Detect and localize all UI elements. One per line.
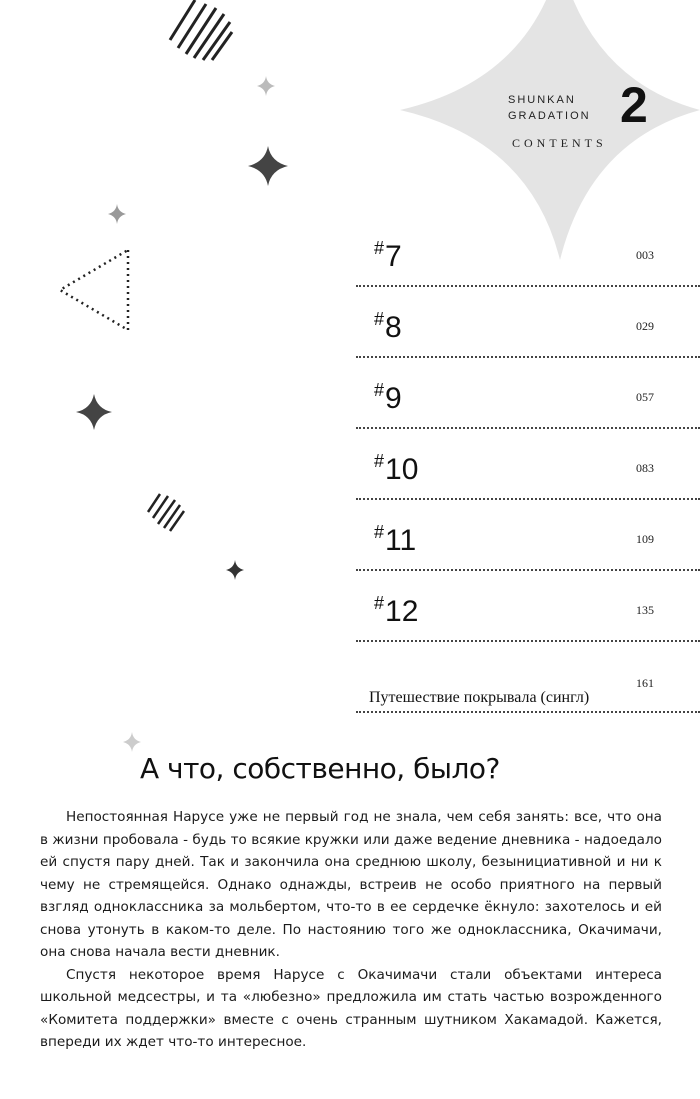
toc-chapter-title: #7 (374, 238, 402, 273)
toc-entry-9[interactable] (356, 358, 700, 429)
volume-number: 2 (620, 77, 648, 133)
toc-entry-8[interactable] (356, 287, 700, 358)
summary-heading: А что, собственно, было? (140, 752, 500, 785)
toc-chapter-title: Путешествие покрывала (сингл) (369, 689, 590, 706)
summary-text (40, 806, 662, 1054)
sparkle-grey-2 (108, 204, 126, 224)
toc-page-number: 135 (636, 603, 654, 617)
toc-entry-11[interactable] (356, 500, 700, 571)
toc-page-number: 003 (636, 248, 654, 262)
toc-page-number: 057 (636, 390, 654, 404)
toc-chapter-title: #11 (374, 522, 417, 557)
contents-label: CONTENTS (512, 136, 607, 150)
hatch-pattern-small (148, 494, 184, 531)
toc-chapter-title: #8 (374, 309, 402, 344)
toc-page-number: 161 (636, 676, 654, 690)
sparkle-light-3 (123, 732, 141, 752)
toc-entry-bonus[interactable] (356, 642, 700, 713)
series-title: SHUNKAN GRADATION (508, 94, 591, 122)
sparkle-dark-1 (248, 146, 288, 186)
summary-paragraph: Спустя некоторое время Нарусе с Окачимачи стали объектами интереса школьной медсестры, и та «любезно» предложила им стать частью возрожденного «Комитета поддержки» вместе с очень странным шутником Хакамадой. Кажется, впереди их ждет что-то интересное. (40, 966, 662, 1050)
toc-entry-10[interactable] (356, 429, 700, 500)
toc-page-number: 029 (636, 319, 654, 333)
toc-chapter-title: #12 (374, 593, 419, 628)
sparkle-light-1 (257, 76, 275, 96)
sparkle-dark-3 (226, 560, 244, 580)
toc-entry-7[interactable] (356, 216, 700, 287)
summary-paragraph: Непостоянная Нарусе уже не первый год не знала, чем себя занять: все, что она в жизни пробовала - будь то всякие кружки или даже ведение дневника - надоедало ей спустя пару дней. Так и закончила она среднюю школу, безынициативной и ни к чему не стремящейся. Однако однажды, встреив не особо приятного на первый взгляд одноклассника за мольбертом, что-то в ее сердечке ёкнуло: захотелось и ей снова утонуть в каком-то деле. По настоянию того же одноклассника, Окачимачи, она снова начала вести дневник. (40, 809, 662, 960)
hatch-pattern-top (170, 0, 232, 60)
toc-entry-12[interactable] (356, 571, 700, 642)
toc-chapter-title: #9 (374, 380, 402, 415)
dotted-triangle (60, 250, 128, 330)
toc-page-number: 083 (636, 461, 654, 475)
sparkle-dark-2 (76, 394, 112, 430)
table-of-contents (356, 216, 700, 713)
toc-chapter-title: #10 (374, 451, 419, 486)
toc-page-number: 109 (636, 532, 654, 546)
